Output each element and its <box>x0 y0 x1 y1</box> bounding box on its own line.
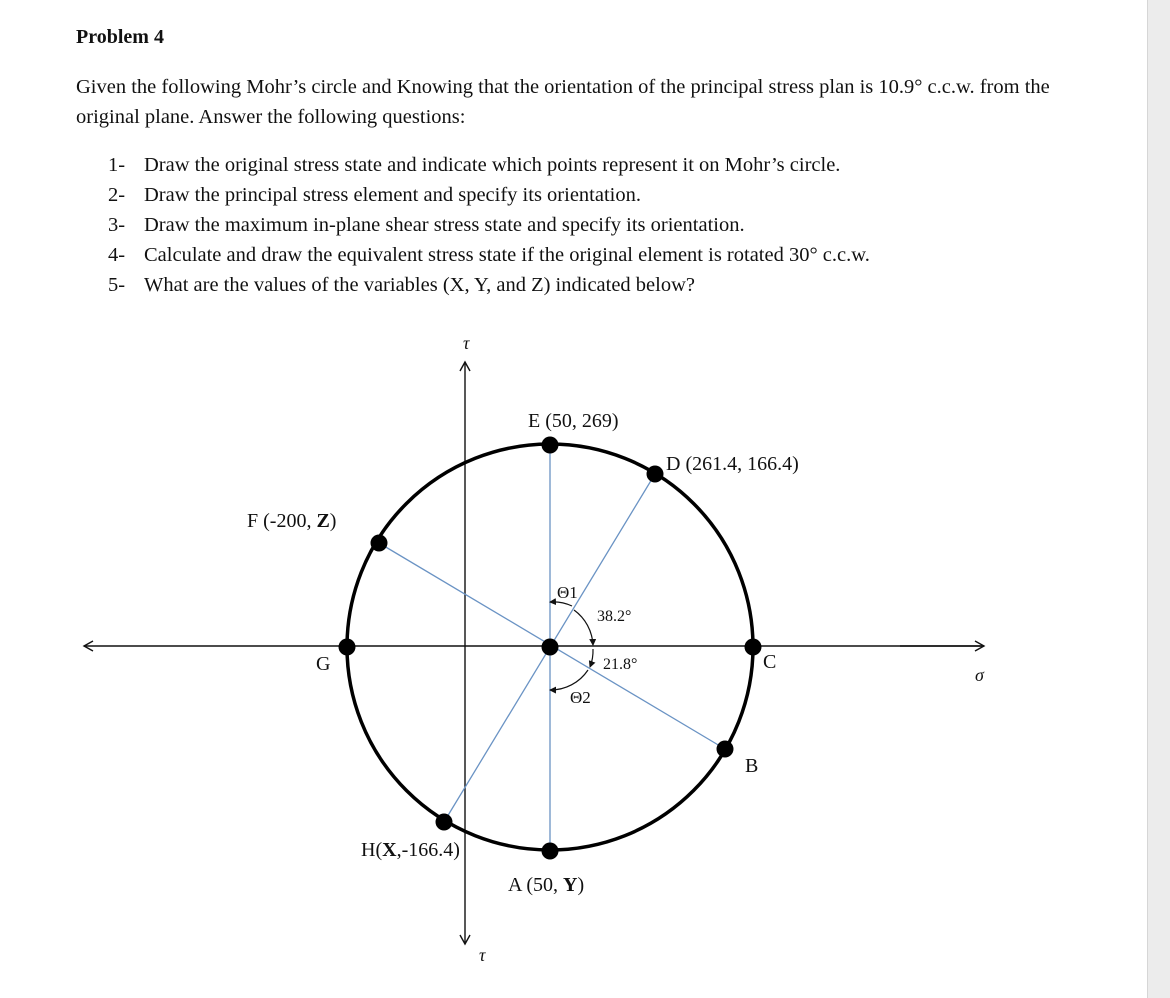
angle-38-arc <box>574 610 593 645</box>
point-C <box>745 639 762 656</box>
point-center <box>542 639 559 656</box>
point-F <box>371 535 388 552</box>
question-number: 4- <box>108 244 126 266</box>
label-E: E (50, 269) <box>528 410 619 432</box>
theta1-arc <box>550 602 572 606</box>
question-text: Calculate and draw the equivalent stress state if the original element is rotated 30° c.c.w. <box>144 244 870 266</box>
problem-intro: Given the following Mohr’s circle and Knowing that the orientation of the principal stress plan is 10.9° c.c.w. from the original plane. Answer the following questions: <box>76 76 1050 128</box>
label-A: A (50, Y) <box>508 874 585 896</box>
label-D: D (261.4, 166.4) <box>666 453 799 475</box>
label-F: F (-200, Z) <box>247 510 337 532</box>
theta2-label: Θ2 <box>570 688 591 707</box>
angle-21-arc <box>590 649 593 667</box>
label-C: C <box>763 651 777 673</box>
question-text: Draw the original stress state and indicate which points represent it on Mohr’s circle. <box>144 154 841 176</box>
point-B <box>717 741 734 758</box>
sigma-label: σ <box>975 665 984 685</box>
theta2-arc <box>550 670 588 690</box>
question-number: 5- <box>108 274 126 296</box>
tau-label-bottom: τ <box>479 945 486 965</box>
problem-title: Problem 4 <box>76 26 164 48</box>
point-D <box>647 466 664 483</box>
point-G <box>339 639 356 656</box>
question-number: 2- <box>108 184 126 206</box>
question-number: 3- <box>108 214 126 236</box>
tau-label-top: τ <box>463 333 470 353</box>
question-text: What are the values of the variables (X, Y, and Z) indicated below? <box>144 274 696 296</box>
point-A <box>542 843 559 860</box>
question-text: Draw the maximum in-plane shear stress state and specify its orientation. <box>144 214 745 236</box>
point-H <box>436 814 453 831</box>
label-H: H(X,-166.4) <box>361 839 460 861</box>
angle-upper-label: 38.2° <box>597 608 632 625</box>
point-E <box>542 437 559 454</box>
vertical-scrollbar[interactable] <box>1147 0 1170 998</box>
theta1-label: Θ1 <box>557 583 578 602</box>
angle-lower-label: 21.8° <box>603 656 638 673</box>
label-G: G <box>316 653 331 675</box>
label-B: B <box>745 755 759 777</box>
question-text: Draw the principal stress element and specify its orientation. <box>144 184 641 206</box>
question-number: 1- <box>108 154 126 176</box>
